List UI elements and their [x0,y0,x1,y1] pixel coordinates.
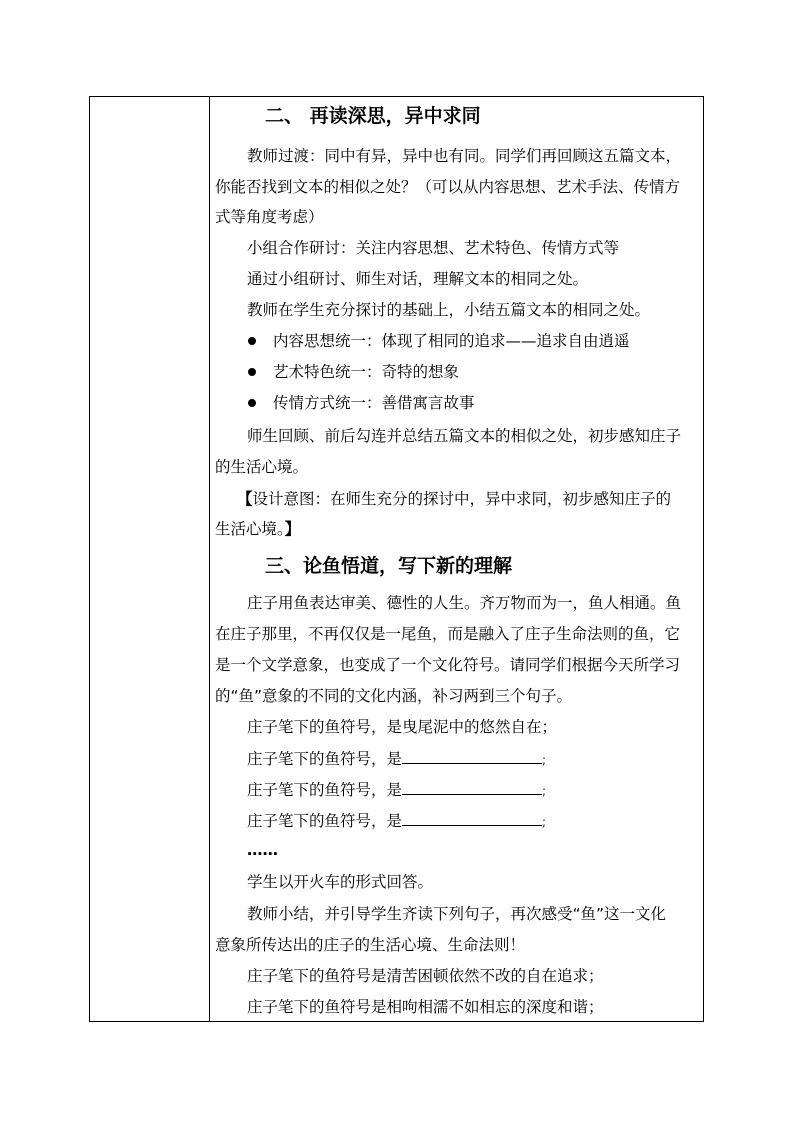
answer-blank[interactable] [402,811,542,826]
answer-blank[interactable] [402,749,542,764]
para-line: 在庄子那里，不再仅仅是一尾鱼，而是融入了庄子生命法则的鱼，它 [215,625,681,643]
fill-prefix: 庄子笔下的鱼符号，是 [247,781,403,799]
lesson-table [89,96,704,1022]
para-line: 式等角度考虑） [215,208,324,226]
para-line: 庄子用鱼表达审美、德性的人生。齐万物而为一，鱼人相通。鱼 [247,594,682,612]
answer-blank[interactable] [402,780,542,795]
review-text: 师生回顾、前后勾连并总结五篇文本的相似之处，初步感知庄子 [247,427,682,445]
group-study-text: 小组合作研讨：关注内容思想、艺术特色、传情方式等 [247,239,620,257]
para-line: 你能否找到文本的相似之处？（可以从内容思想、艺术手法、传情方 [215,178,681,196]
design-intent-cont [215,520,300,538]
review-text: 的生活心境。 [215,458,309,476]
summary-text: 教师在学生充分探讨的基础上，小结五篇文本的相同之处。 [247,301,651,319]
column-divider [209,97,210,1021]
read-sentence: 庄子笔下的鱼符号是清苦困顿依然不改的自在追求； [247,967,604,985]
teacher-summary: 意象所传达出的庄子的生活心境、生命法则！ [215,936,526,954]
read-sentence: 庄子笔下的鱼符号是相呴相濡不如相忘的深度和谐； [247,998,604,1016]
bullet-item: 内容思想统一：体现了相同的追求——追求自由逍遥 [273,332,630,350]
bullet-icon [248,337,256,345]
fill-prefix: 庄子笔下的鱼符号，是 [247,812,403,830]
fill-in-line [247,811,546,831]
design-intent-text: 设计意图：在师生充分的探讨中，异中求同，初步感知庄子的 [252,490,672,508]
fill-suffix: ; [542,753,547,767]
fill-suffix: ; [542,784,547,798]
example-sentence: 庄子笔下的鱼符号，是曳尾泥中的悠然自在； [247,718,558,736]
design-intent [237,490,671,508]
bullet-item: 艺术特色统一：奇特的想象 [273,363,460,381]
fill-in-line [247,780,546,800]
section2-heading: 二、 再读深思，异中求同 [265,105,481,127]
train-text: 学生以开火车的形式回答。 [247,873,434,891]
bracket-close: 】 [284,520,301,538]
teacher-summary: 教师小结，并引导学生齐读下列句子，再次感受“鱼”这一文化 [247,905,667,923]
para-line: 的“鱼”意象的不同的文化内涵，补习两到三个句子。 [215,687,573,705]
ellipsis: …… [247,841,278,859]
fill-suffix: ; [542,815,547,829]
design-intent-text: 生活心境。 [215,520,285,538]
para-line: 是一个文学意象，也变成了一个文化符号。请同学们根据今天所学习 [215,656,681,674]
bracket-open: 【 [237,490,253,508]
section3-heading: 三、论鱼悟道，写下新的理解 [265,555,513,577]
fill-prefix: 庄子笔下的鱼符号，是 [247,750,403,768]
fill-in-line [247,749,546,769]
dialogue-text: 通过小组研讨、师生对话，理解文本的相同之处。 [247,270,589,288]
bullet-icon [248,368,256,376]
bullet-item: 传情方式统一：善借寓言故事 [273,394,475,412]
para-line: 教师过渡：同中有异，异中也有同。同学们再回顾这五篇文本， [247,147,682,165]
bullet-icon [248,399,256,407]
